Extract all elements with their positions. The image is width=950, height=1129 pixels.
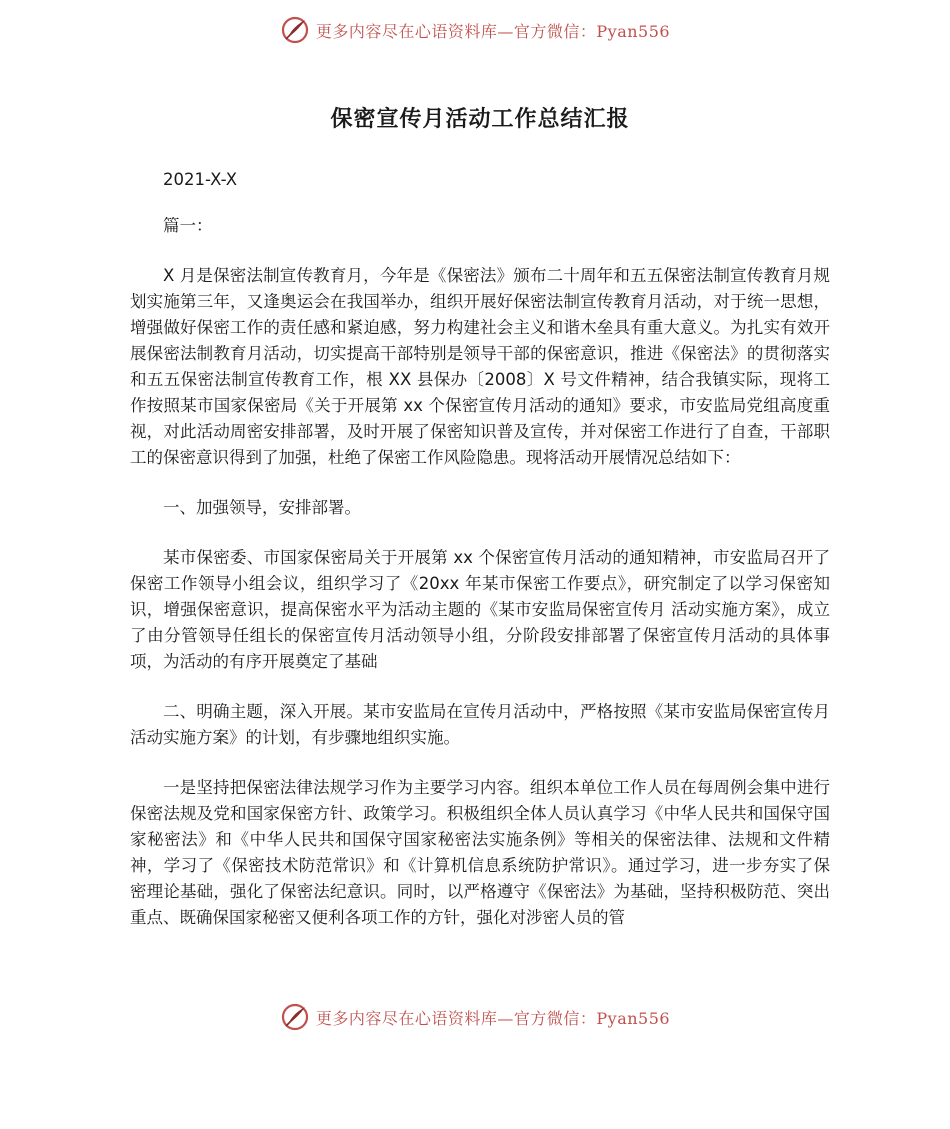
heading-section-1: 一、加强领导，安排部署。 [163, 498, 361, 517]
heading-section-2: 二、明确主题，深入开展。某市安监局在宣传月活动中，严格按照《某市安监局保密宣传月活动实施方案》的计划，有步骤地组织实施。 [130, 702, 830, 747]
footer-watermark [0, 997, 950, 1037]
document-date: 2021-X-X [163, 170, 238, 189]
watermark-text: 更多内容尽在心语资料库—官方微信：Pyan556 [315, 1008, 671, 1028]
section-subheading: 篇一： [163, 216, 213, 235]
quill-seal-icon [280, 15, 310, 45]
header-watermark [0, 10, 950, 50]
document-title: 保密宣传月活动工作总结汇报 [330, 107, 630, 132]
document-body [130, 102, 830, 955]
paragraph-intro: X 月是保密法制宣传教育月，今年是《保密法》颁布二十周年和五五保密法制宣传教育月规划实施第三年，又逢奥运会在我国举办，组织开展好保密法制宣传教育月活动，对于统一思想，增强做好保密工作的责任感和紧迫感，努力构建社会主义和谐木垒具有重大意义。为扎实有效开展保密法制教育月活动，切实提高干部特别是领导干部的保密意识，推进《保密法》的贯彻落实和五五保密法制宣传教育工作，根 XX 县保办〔2008〕X 号文件精神，结合我镇实际，现将工作按照某市国家保密局《关于开展第 xx 个保密宣传月活动的通知》要求，市安监局党组高度重视，对此活动周密安排部署，及时开展了保密知识普及宣传，并对保密工作进行了自查，干部职工的保密意识得到了加强，杜绝了保密工作风险隐患。现将活动开展情况总结如下： [130, 266, 830, 467]
paragraph-section-1: 某市保密委、市国家保密局关于开展第 xx 个保密宣传月活动的通知精神，市安监局召开了保密工作领导小组会议，组织学习了《20xx 年某市保密工作要点》，研究制定了以学习保密知识，增强保密意识，提高保密水平为活动主题的《某市安监局保密宣传月 活动实施方案》，成立了由分管领导任组长的保密宣传月活动领导小组，分阶段安排部署了保密宣传月活动的具体事项，为活动的有序开展奠定了基础 [130, 548, 830, 671]
watermark-text: 更多内容尽在心语资料库—官方微信：Pyan556 [315, 21, 671, 41]
paragraph-point-1: 一是坚持把保密法律法规学习作为主要学习内容。组织本单位工作人员在每周例会集中进行保密法规及党和国家保密方针、政策学习。积极组织全体人员认真学习《中华人民共和国保守国家秘密法》和《中华人民共和国保守国家秘密法实施条例》等相关的保密法律、法规和文件精神，学习了《保密技术防范常识》和《计算机信息系统防护常识》。通过学习，进一步夯实了保密理论基础，强化了保密法纪意识。同时，以严格遵守《保密法》为基础，坚持积极防范、突出重点、既确保国家秘密又便利各项工作的方针，强化对涉密人员的管 [130, 778, 830, 927]
quill-seal-icon [280, 1002, 310, 1032]
